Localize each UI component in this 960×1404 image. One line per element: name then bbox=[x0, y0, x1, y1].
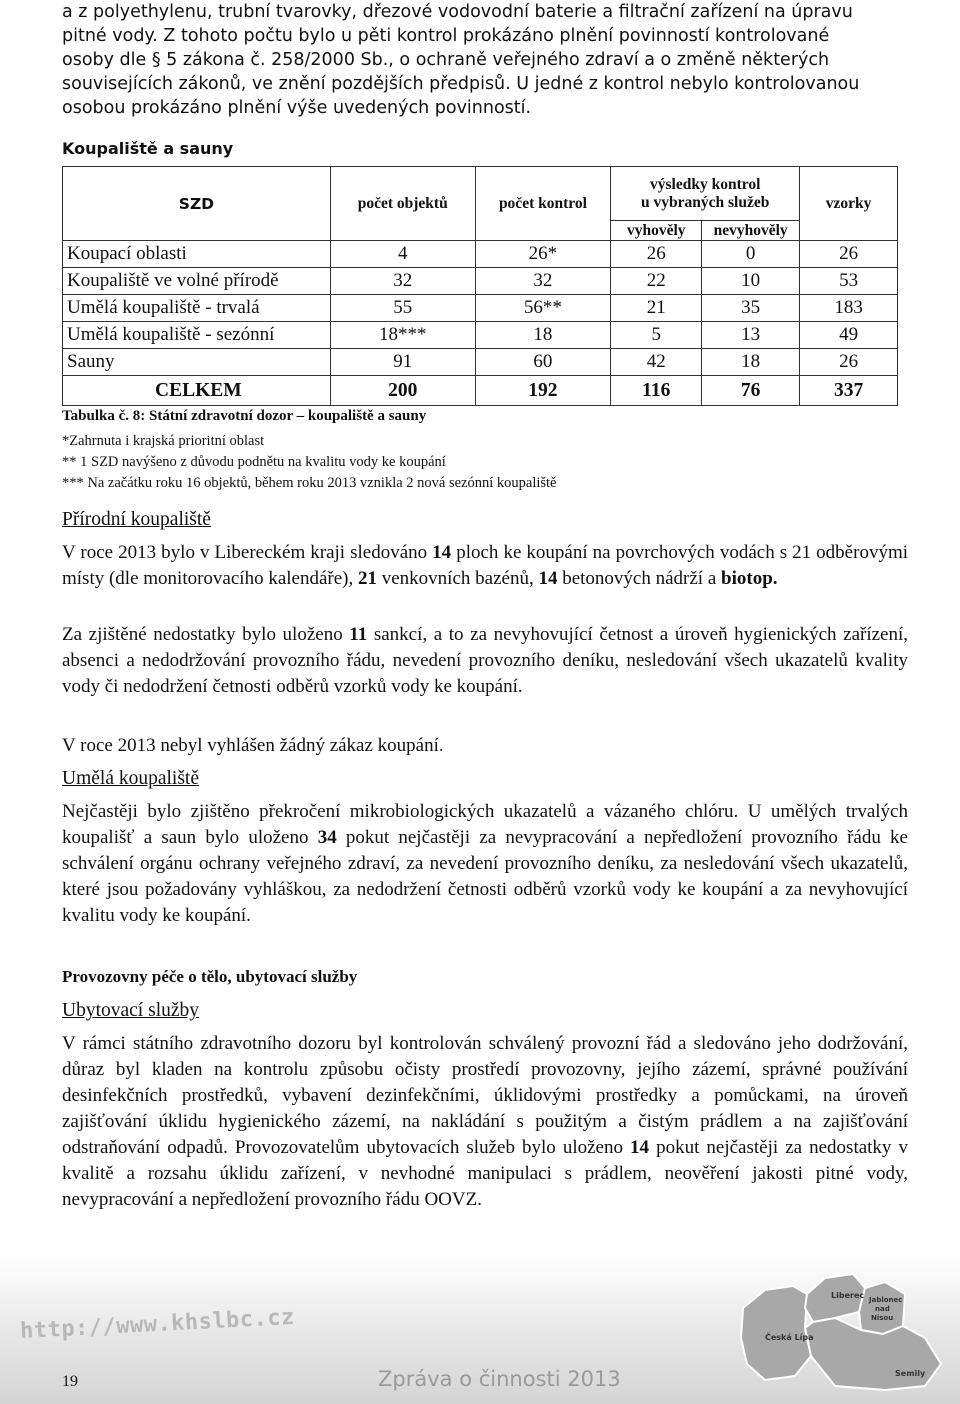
report-title: Zpráva o činnosti 2013 bbox=[378, 1367, 621, 1391]
table-note: *** Na začátku roku 16 objektů, během roku 2013 vznikla 2 nová sezónní koupaliště bbox=[62, 475, 557, 491]
cell: 26 bbox=[800, 241, 898, 268]
bold-number: 14 bbox=[630, 1137, 650, 1158]
table-total-row bbox=[63, 376, 898, 406]
total-cell: 76 bbox=[702, 376, 800, 406]
cell: 32 bbox=[330, 268, 475, 295]
intro-line: souvisejících zákonů, ve znění pozdějších předpisů. U jedné z kontrol nebylo kontrolovanou bbox=[62, 74, 860, 94]
cell: 32 bbox=[475, 268, 611, 295]
page-number: 19 bbox=[62, 1373, 78, 1390]
cell: 26 bbox=[800, 349, 898, 376]
bold-number: 34 bbox=[317, 827, 337, 848]
map-label-nad: nad bbox=[875, 1305, 890, 1313]
table-row bbox=[63, 322, 898, 349]
section-heading-lodging: Ubytovací služby bbox=[62, 1000, 200, 1021]
intro-paragraph bbox=[62, 0, 908, 120]
cell: 55 bbox=[330, 295, 475, 322]
text: V rámci státního zdravotního dozoru byl kontrolován schválený provozní řád a sledováno jeho dodržování, důraz byl kladen na kontrolu způsobu očisty prostředí provozovny, jejího zázemí, správné používání desinfekčních prostředků, vybavení dezinfekčními, úklidovými prostředky a pomůckami, na úroveň zajišťování úklidu hygienického zázemí, na nakládání s použitým a čistým prádlem a na zajišťování odstraňování odpadů. Provozovatelům ubytovacích služeb bylo uloženo bbox=[62, 1033, 908, 1158]
header-szd: SZD bbox=[63, 167, 331, 241]
bold-text: biotop. bbox=[721, 568, 778, 589]
table-row bbox=[63, 349, 898, 376]
table-caption: Tabulka č. 8: Státní zdravotní dozor – koupaliště a sauny bbox=[62, 408, 427, 424]
cell: 91 bbox=[330, 349, 475, 376]
cell: 21 bbox=[611, 295, 702, 322]
bold-number: 11 bbox=[349, 624, 368, 645]
header-results bbox=[611, 167, 800, 221]
total-cell: 116 bbox=[611, 376, 702, 406]
header-objects: počet objektů bbox=[330, 167, 475, 241]
table-row bbox=[63, 268, 898, 295]
artificial-paragraph bbox=[62, 799, 908, 929]
cell: 56** bbox=[475, 295, 611, 322]
bold-number: 14 bbox=[432, 542, 452, 563]
footer-url[interactable]: http://www.khslbc.cz bbox=[19, 1304, 296, 1345]
bold-number: 21 bbox=[358, 568, 377, 589]
section-heading-care: Provozovny péče o tělo, ubytovací služby bbox=[62, 967, 358, 986]
text: betonových nádrží a bbox=[557, 568, 722, 589]
text: pokut nejčastěji za nedostatky v kvalitě a rozsahu úklidu zařízení, v nevhodné manipulaci s prádlem, neověření jakosti pitné vody, nevypracování a nepředložení provozního řádu OOVZ. bbox=[62, 1137, 908, 1210]
text: Nejčastěji bylo zjištěno překročení mikrobiologických ukazatelů a vázaného chlóru. U umělých trvalých koupališť a saun bylo uloženo bbox=[62, 801, 908, 848]
natural-paragraph-1 bbox=[62, 540, 908, 592]
table-note: ** 1 SZD navýšeno z důvodu podnětu na kvalitu vody ke koupání bbox=[62, 454, 446, 470]
text: Za zjištěné nedostatky bylo uloženo bbox=[62, 624, 350, 645]
header-failed: nevyhověly bbox=[702, 221, 800, 241]
map-label-ceska-lipa: Česká Lípa bbox=[765, 1333, 814, 1342]
cell: 35 bbox=[702, 295, 800, 322]
total-cell: 192 bbox=[475, 376, 611, 406]
intro-line: osobou prokázáno plnění výše uvedených povinností. bbox=[62, 98, 532, 118]
header-passed: vyhověly bbox=[611, 221, 702, 241]
header-controls: počet kontrol bbox=[475, 167, 611, 241]
total-cell: 337 bbox=[800, 376, 898, 406]
lodging-paragraph bbox=[62, 1031, 908, 1213]
cell: 183 bbox=[800, 295, 898, 322]
region-map-logo bbox=[735, 1268, 950, 1393]
cell: 5 bbox=[611, 322, 702, 349]
map-label-semily: Semily bbox=[895, 1369, 926, 1378]
intro-line: pitné vody. Z tohoto počtu bylo u pěti kontrol prokázáno plnění povinností kontrolované bbox=[62, 26, 830, 46]
cell: 0 bbox=[702, 241, 800, 268]
cell: 60 bbox=[475, 349, 611, 376]
table-title: Koupaliště a sauny bbox=[62, 139, 234, 158]
text: V roce 2013 nebyl vyhlášen žádný zákaz koupání. bbox=[62, 735, 444, 756]
cell: 4 bbox=[330, 241, 475, 268]
cell: 18*** bbox=[330, 322, 475, 349]
natural-paragraph-3 bbox=[62, 733, 908, 759]
text: sankcí, a to za nevyhovující četnost a úroveň hygienických zařízení, absenci a nedodržování provozního řádu, nevedení provozního deníku, nesledování všech ukazatelů kvality vody či nedodržení četnosti odběrů vzorků vody ke koupání. bbox=[62, 624, 909, 697]
intro-line: a z polyethylenu, trubní tvarovky, dřezové vodovodní baterie a filtrační zařízení na úpravu bbox=[62, 2, 853, 22]
cell: 49 bbox=[800, 322, 898, 349]
header-results-line2: u vybraných služeb bbox=[641, 193, 770, 211]
table-row bbox=[63, 241, 898, 268]
cell: 26 bbox=[611, 241, 702, 268]
header-results-line1: výsledky kontrol bbox=[650, 175, 761, 193]
map-label-nisou: Nisou bbox=[871, 1314, 894, 1322]
cell-label: Koupaliště ve volné přírodě bbox=[63, 268, 331, 295]
section-heading-artificial: Umělá koupaliště bbox=[62, 768, 200, 789]
intro-line: osoby dle § 5 zákona č. 258/2000 Sb., o ochraně veřejného zdraví a o změně některých bbox=[62, 50, 830, 70]
map-label-liberec: Liberec bbox=[831, 1291, 865, 1300]
header-samples: vzorky bbox=[800, 167, 898, 241]
total-cell: 200 bbox=[330, 376, 475, 406]
text: venkovních bazénů, bbox=[377, 568, 539, 589]
cell-label: Sauny bbox=[63, 349, 331, 376]
map-label-jablonec: Jablonec bbox=[869, 1296, 903, 1304]
cell: 53 bbox=[800, 268, 898, 295]
cell: 18 bbox=[702, 349, 800, 376]
cell-label: Koupací oblasti bbox=[63, 241, 331, 268]
text: ploch ke koupání na povrchových vodách s 21 odběrovými místy (dle monitorovacího kalendáře), bbox=[62, 542, 908, 589]
swimming-table bbox=[62, 166, 898, 406]
cell: 42 bbox=[611, 349, 702, 376]
cell: 10 bbox=[702, 268, 800, 295]
cell: 18 bbox=[475, 322, 611, 349]
cell: 26* bbox=[475, 241, 611, 268]
text: V roce 2013 bylo v Libereckém kraji sledováno bbox=[62, 542, 433, 563]
table-notes bbox=[62, 431, 557, 494]
table-note: *Zahrnuta i krajská prioritní oblast bbox=[62, 433, 265, 449]
bold-number: 14 bbox=[538, 568, 558, 589]
cell: 13 bbox=[702, 322, 800, 349]
natural-paragraph-2 bbox=[62, 622, 908, 700]
table-row bbox=[63, 295, 898, 322]
cell: 22 bbox=[611, 268, 702, 295]
cell-label: Umělá koupaliště - trvalá bbox=[63, 295, 331, 322]
section-heading-natural: Přírodní koupaliště bbox=[62, 509, 211, 530]
cell-label: Umělá koupaliště - sezónní bbox=[63, 322, 331, 349]
total-label: CELKEM bbox=[63, 376, 331, 406]
text: pokut nejčastěji za nevypracování a nepředložení provozního řádu ke schválení orgánu ochrany veřejného zdraví, za nevedení provozního deníku, za nesledování všech ukazatelů, které jsou požadovány vyhláškou, za nedodržení četnosti odběrů vzorků vody ke koupání a za nevyhovující kvalitu vody ke koupání. bbox=[62, 827, 908, 926]
